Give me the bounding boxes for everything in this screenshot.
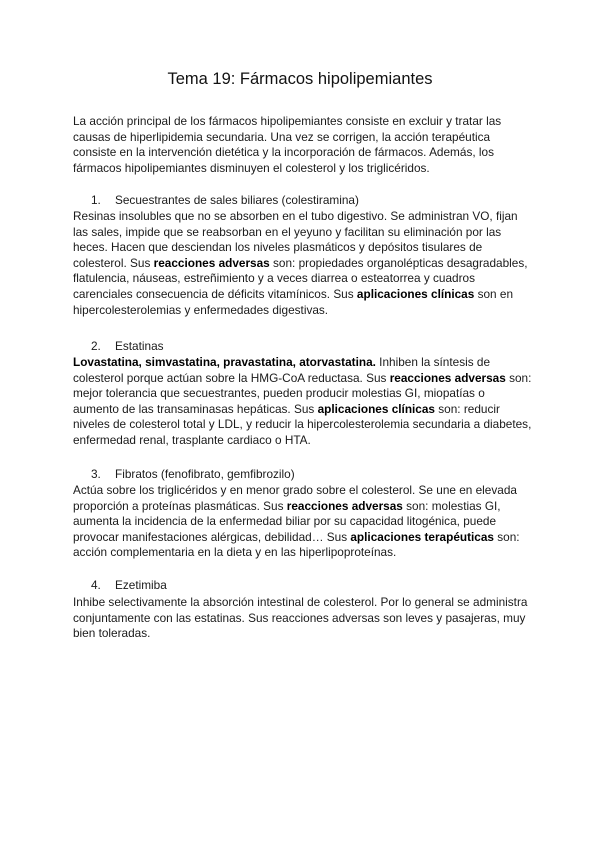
section-4-body: Inhibe selectivamente la absorción intestinal de colesterol. Por lo general se administra conjuntamente con las estatinas. Sus reacciones adversas son leves y pasajeras, muy bien toleradas. [73, 595, 528, 641]
section-2-body: Lovastatina, simvastatina, pravastatina, atorvastatina. Inhiben la síntesis de colesterol porque actúan sobre la HMG-CoA reductasa. Sus reacciones adversas son: mejor tolerancia que secuestrantes, pueden producir molestias GI, miopatías o aumento de las transaminasas hepáticas. Sus aplicaciones clínicas son: reducir niveles de colesterol total y LDL, y reducir la hipercolesterolemia secundaria a diabetes, enfermedad renal, trasplante cardiaco o HTA. [73, 355, 532, 447]
section-2-heading: 2. Estatinas [91, 339, 164, 353]
section-1-heading: 1. Secuestrantes de sales biliares (colestiramina) [91, 193, 359, 207]
intro-paragraph: La acción principal de los fármacos hipolipemiantes consiste en excluir y tratar las causas de hiperlipidemia secundaria. Una vez se corrigen, la acción terapéutica consiste en la intervención dietética y la incorporación de fármacos. Además, los fármacos hipolipemiantes disminuyen el colesterol y los triglicéridos. [73, 114, 502, 175]
section-3-heading: 3. Fibratos (fenofibrato, gemfibrozilo) [91, 467, 295, 481]
section-4-heading: 4. Ezetimiba [91, 578, 167, 592]
section-3-body: Actúa sobre los triglicéridos y en menor grado sobre el colesterol. Se une en elevada proporción a proteínas plasmáticas. Sus reacciones adversas son: molestias GI, aumenta la incidencia de la enfermedad biliar por su capacidad litogénica, puede provocar manifestaciones alérgicas, debilidad… Sus aplicaciones terapéuticas son: acción complementaria en la dieta y en las hiperlipoproteínas. [73, 483, 520, 560]
section-1-body: Resinas insolubles que no se absorben en el tubo digestivo. Se administran VO, fijan las sales, impide que se reabsorban en el yeyuno y facilitan su eliminación por las heces. Hacen que desciendan los niveles plasmáticos y depósitos tisulares de colesterol. Sus reacciones adversas son: propiedades organolépticas desagradables, flatulencia, náuseas, estreñimiento y a veces diarrea o esteatorrea y cuadros carenciales consecuencia de déficits vitamínicos. Sus aplicaciones clínicas son en hipercolesterolemias y enfermedades digestivas. [73, 209, 528, 317]
page-title: Tema 19: Fármacos hipolipemiantes [167, 70, 433, 88]
